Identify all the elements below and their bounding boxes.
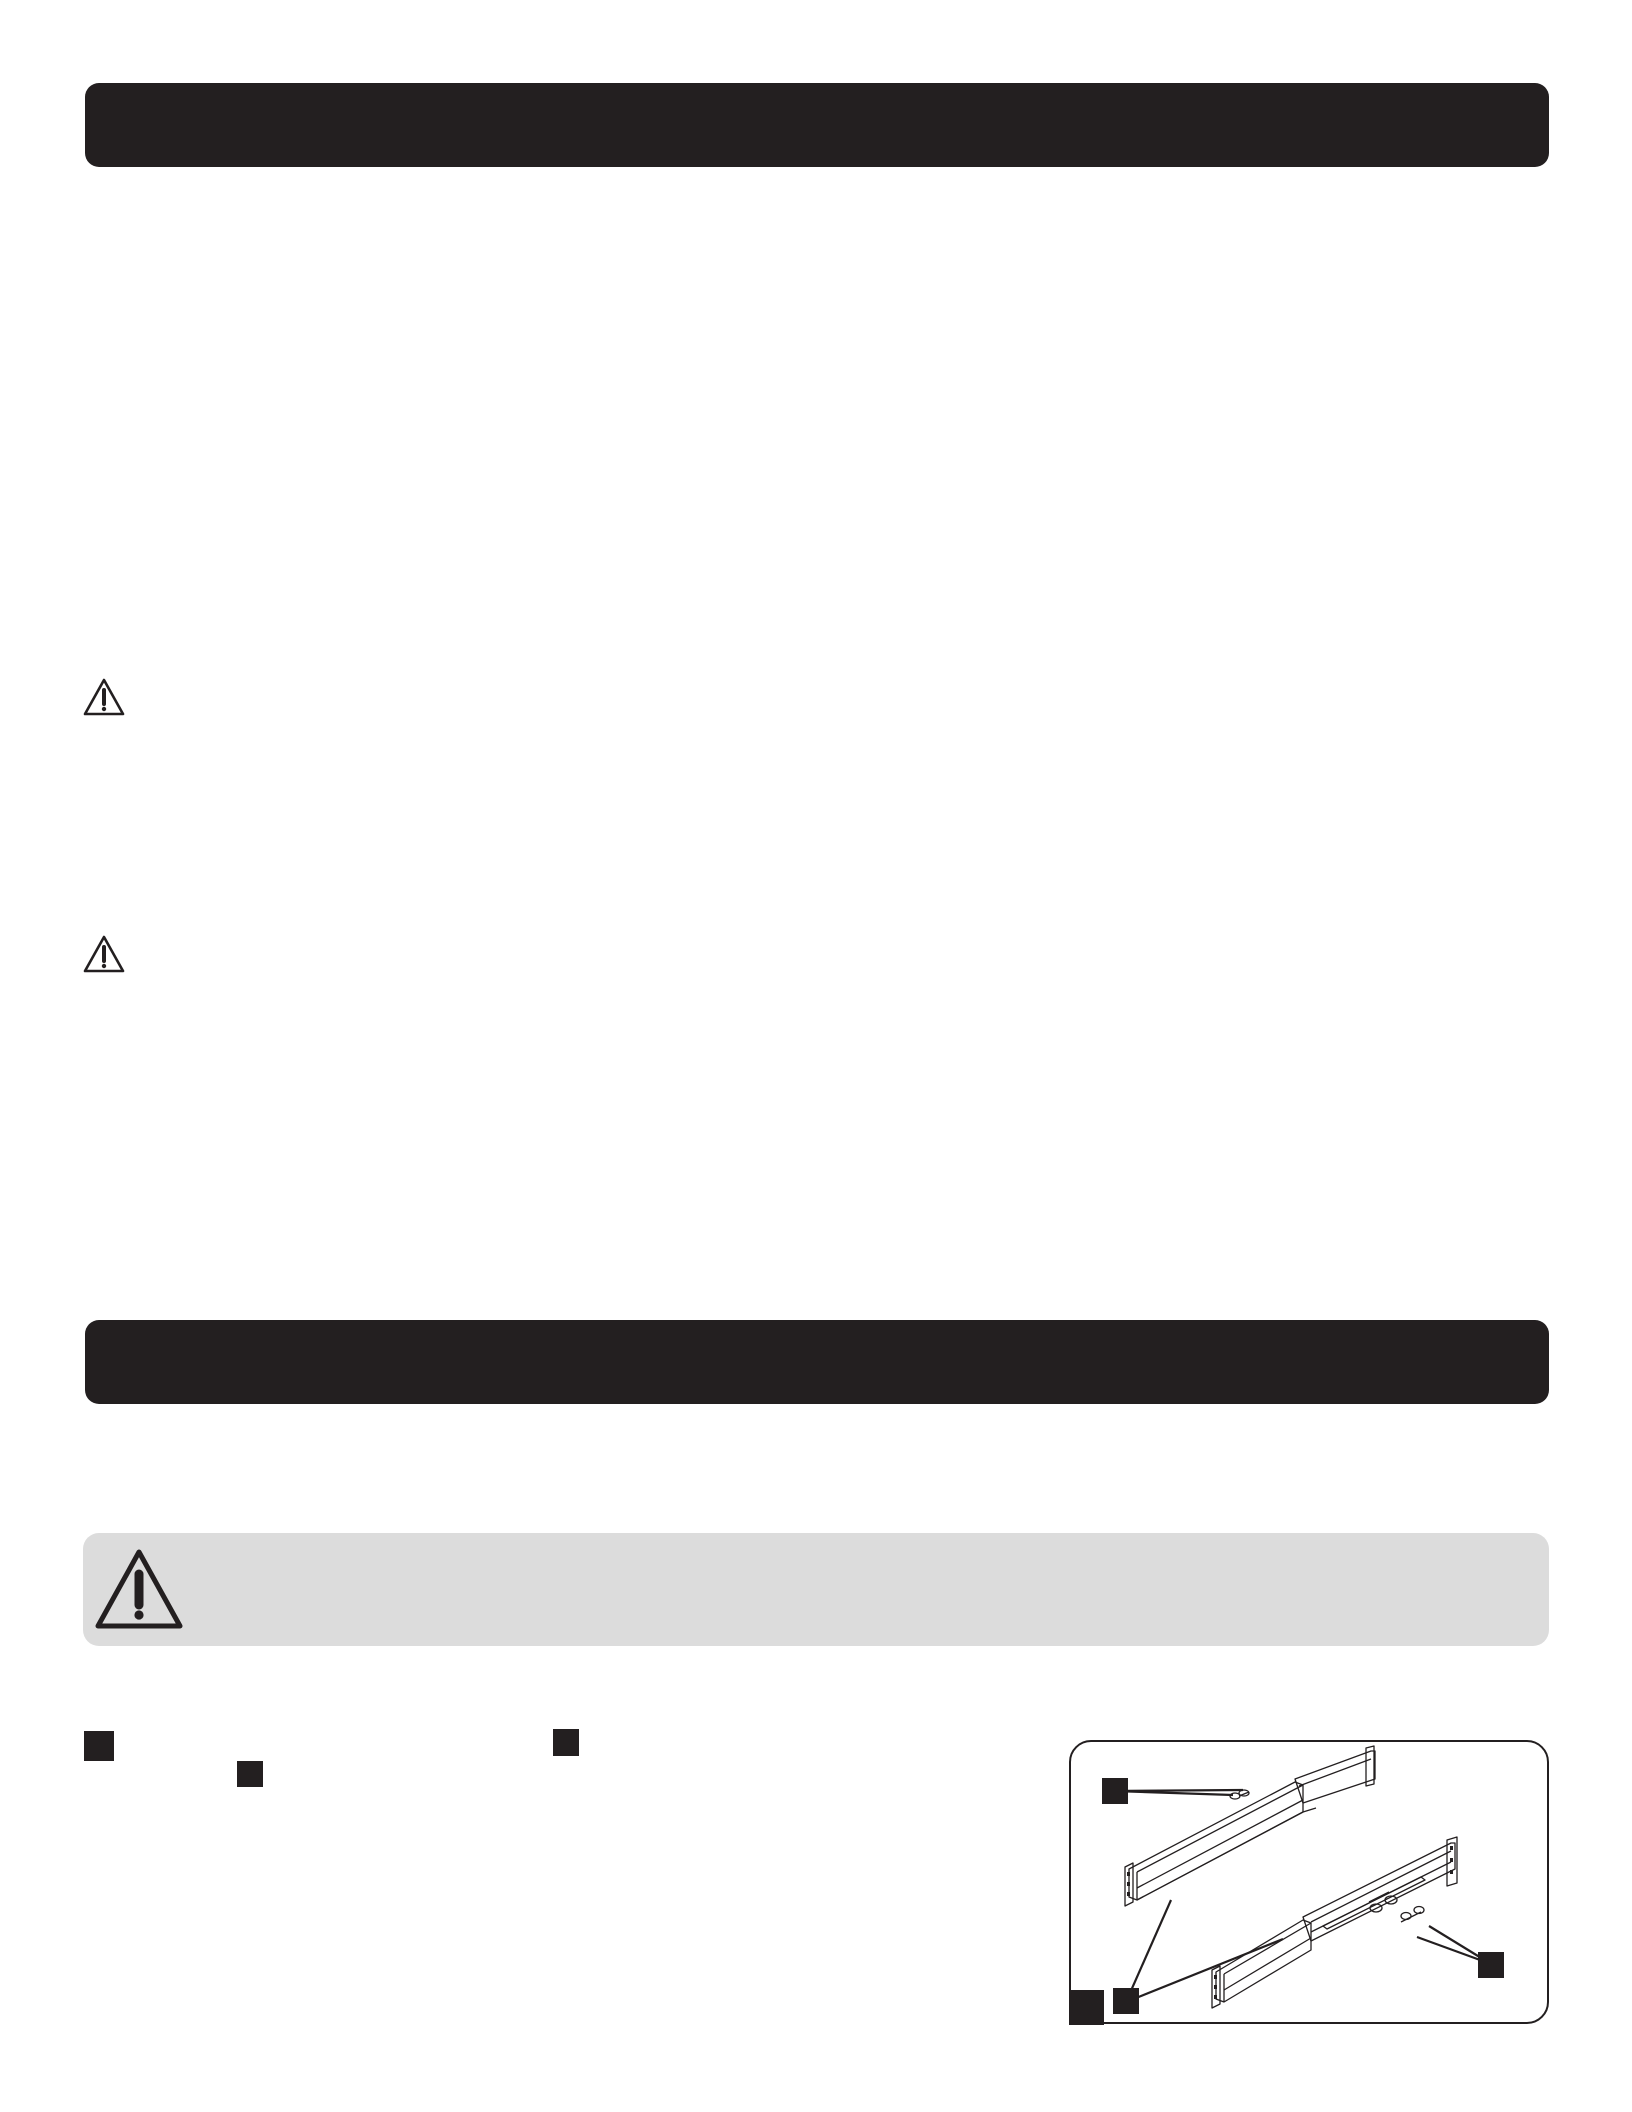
rack-rail-kit-icon [1071, 1742, 1549, 2024]
warning-triangle-icon [93, 1547, 185, 1631]
section-heading-bar-2 [85, 1320, 1549, 1404]
figure-step-marker [1069, 1990, 1104, 2025]
warning-triangle-icon [82, 677, 126, 717]
step-marker [237, 1761, 263, 1787]
step-marker [84, 1731, 114, 1761]
caution-box [83, 1533, 1549, 1646]
step-marker [553, 1729, 579, 1756]
rail-kit-figure [1069, 1740, 1549, 2024]
warning-triangle-icon [82, 934, 126, 974]
section-heading-bar-1 [85, 83, 1549, 167]
